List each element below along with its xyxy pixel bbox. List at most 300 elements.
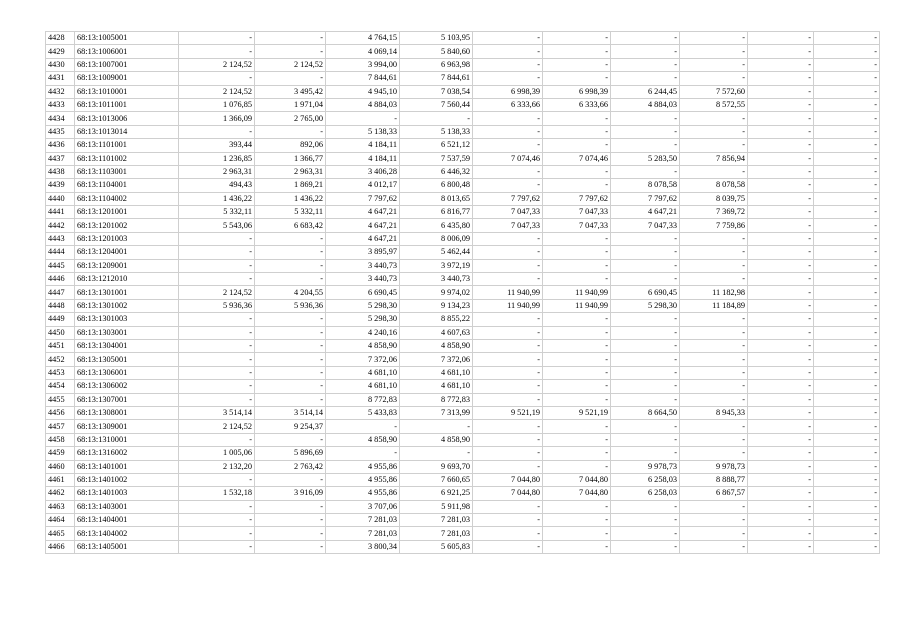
value-cell: - (179, 72, 255, 85)
row-number-cell: 4455 (46, 393, 75, 406)
value-cell: - (255, 500, 326, 513)
row-number-cell: 4450 (46, 326, 75, 339)
row-number-cell: 4454 (46, 380, 75, 393)
table-row (46, 460, 880, 473)
value-cell: - (326, 447, 400, 460)
table-row (46, 500, 880, 513)
value-cell: 7 074,46 (473, 152, 543, 165)
row-number-cell: 4459 (46, 447, 75, 460)
value-cell: 1 366,77 (255, 152, 326, 165)
value-cell: - (400, 447, 473, 460)
value-cell: - (814, 246, 880, 259)
value-cell: - (255, 45, 326, 58)
value-cell: 1 532,18 (179, 487, 255, 500)
value-cell: - (814, 192, 880, 205)
value-cell: 6 998,39 (543, 85, 611, 98)
value-cell: 6 998,39 (473, 85, 543, 98)
value-cell: - (255, 32, 326, 45)
value-cell: - (748, 393, 814, 406)
value-cell: - (543, 420, 611, 433)
cadastral-code-cell: 68:13:1301002 (75, 299, 179, 312)
table-row (46, 139, 880, 152)
cadastral-code-cell: 68:13:1308001 (75, 406, 179, 419)
row-number-cell: 4452 (46, 353, 75, 366)
value-cell: 494,43 (179, 179, 255, 192)
value-cell: 5 911,98 (400, 500, 473, 513)
value-cell: - (473, 58, 543, 71)
cadastral-code-cell: 68:13:1401001 (75, 460, 179, 473)
table-row (46, 232, 880, 245)
cadastral-code-cell: 68:13:1103001 (75, 165, 179, 178)
value-cell: 7 572,60 (680, 85, 748, 98)
value-cell: - (748, 353, 814, 366)
value-cell: - (748, 85, 814, 98)
value-cell: 4 647,21 (326, 232, 400, 245)
value-cell: 7 313,99 (400, 406, 473, 419)
value-cell: 9 254,37 (255, 420, 326, 433)
value-cell: 7 797,62 (611, 192, 680, 205)
value-cell: 4 681,10 (400, 380, 473, 393)
value-cell: - (179, 125, 255, 138)
cadastral-code-cell: 68:13:1306001 (75, 366, 179, 379)
value-cell: 5 138,33 (326, 125, 400, 138)
value-cell: - (473, 380, 543, 393)
value-cell: 4 647,21 (326, 206, 400, 219)
value-cell: - (543, 339, 611, 352)
value-cell: 3 440,73 (400, 273, 473, 286)
value-cell: 4 955,86 (326, 487, 400, 500)
value-cell: 1 436,22 (255, 192, 326, 205)
value-cell: - (255, 232, 326, 245)
value-cell: - (473, 273, 543, 286)
table-row (46, 366, 880, 379)
row-number-cell: 4453 (46, 366, 75, 379)
value-cell: - (543, 527, 611, 540)
value-cell: - (255, 313, 326, 326)
value-cell: - (680, 246, 748, 259)
row-number-cell: 4448 (46, 299, 75, 312)
table-body (46, 32, 880, 554)
value-cell: 7 047,33 (543, 219, 611, 232)
value-cell: - (814, 527, 880, 540)
row-number-cell: 4439 (46, 179, 75, 192)
value-cell: - (543, 353, 611, 366)
value-cell: - (543, 313, 611, 326)
value-cell: 7 856,94 (680, 152, 748, 165)
value-cell: - (473, 447, 543, 460)
value-cell: - (543, 58, 611, 71)
cadastral-code-cell: 68:13:1209001 (75, 259, 179, 272)
value-cell: - (814, 152, 880, 165)
value-cell: 6 800,48 (400, 179, 473, 192)
cadastral-code-cell: 68:13:1204001 (75, 246, 179, 259)
value-cell: 7 047,33 (473, 219, 543, 232)
cadastral-code-cell: 68:13:1304001 (75, 339, 179, 352)
cadastral-code-cell: 68:13:1101002 (75, 152, 179, 165)
value-cell: 7 074,46 (543, 152, 611, 165)
table-row (46, 152, 880, 165)
value-cell: - (748, 487, 814, 500)
value-cell: - (814, 433, 880, 446)
value-cell: - (255, 514, 326, 527)
value-cell: - (611, 125, 680, 138)
value-cell: 2 765,00 (255, 112, 326, 125)
value-cell: 2 124,52 (179, 85, 255, 98)
cadastral-code-cell: 68:13:1005001 (75, 32, 179, 45)
value-cell: - (543, 500, 611, 513)
value-cell: 6 816,77 (400, 206, 473, 219)
value-cell: 8 664,50 (611, 406, 680, 419)
row-number-cell: 4451 (46, 339, 75, 352)
value-cell: 4 955,86 (326, 460, 400, 473)
value-cell: 9 134,23 (400, 299, 473, 312)
value-cell: - (748, 527, 814, 540)
value-cell: 2 124,52 (179, 58, 255, 71)
value-cell: - (179, 259, 255, 272)
value-cell: - (814, 125, 880, 138)
value-cell: 9 693,70 (400, 460, 473, 473)
value-cell: 5 543,06 (179, 219, 255, 232)
value-cell: 8 772,83 (326, 393, 400, 406)
value-cell: - (543, 540, 611, 553)
cadastral-code-cell: 68:13:1404002 (75, 527, 179, 540)
value-cell: 4 012,17 (326, 179, 400, 192)
value-cell: - (748, 32, 814, 45)
value-cell: - (748, 219, 814, 232)
table-row (46, 473, 880, 486)
value-cell: - (543, 514, 611, 527)
value-cell: - (473, 433, 543, 446)
value-cell: - (473, 366, 543, 379)
value-cell: 3 994,00 (326, 58, 400, 71)
value-cell: - (680, 380, 748, 393)
value-cell: 5 936,36 (255, 299, 326, 312)
value-cell: 11 940,99 (543, 286, 611, 299)
value-cell: - (748, 98, 814, 111)
value-cell: - (814, 500, 880, 513)
value-cell: 6 921,25 (400, 487, 473, 500)
value-cell: 3 495,42 (255, 85, 326, 98)
value-cell: - (680, 393, 748, 406)
value-cell: 3 916,09 (255, 487, 326, 500)
value-cell: 6 258,03 (611, 473, 680, 486)
value-cell: 8 039,75 (680, 192, 748, 205)
cadastral-code-cell: 68:13:1010001 (75, 85, 179, 98)
value-cell: - (611, 259, 680, 272)
value-cell: - (255, 527, 326, 540)
table-row (46, 447, 880, 460)
value-cell: - (611, 326, 680, 339)
value-cell: - (680, 259, 748, 272)
row-number-cell: 4445 (46, 259, 75, 272)
value-cell: 8 855,22 (400, 313, 473, 326)
cadastral-code-cell: 68:13:1006001 (75, 45, 179, 58)
value-cell: 3 972,19 (400, 259, 473, 272)
cadastral-code-cell: 68:13:1104002 (75, 192, 179, 205)
value-cell: - (680, 540, 748, 553)
value-cell: - (255, 72, 326, 85)
value-cell: 4 240,16 (326, 326, 400, 339)
cadastral-code-cell: 68:13:1307001 (75, 393, 179, 406)
cadastral-code-cell: 68:13:1309001 (75, 420, 179, 433)
value-cell: - (543, 447, 611, 460)
value-cell: - (748, 299, 814, 312)
value-cell: - (814, 406, 880, 419)
value-cell: 5 298,30 (611, 299, 680, 312)
row-number-cell: 4456 (46, 406, 75, 419)
value-cell: - (680, 139, 748, 152)
value-cell: - (255, 380, 326, 393)
value-cell: - (473, 45, 543, 58)
table-row (46, 72, 880, 85)
value-cell: - (680, 125, 748, 138)
table-row (46, 58, 880, 71)
value-cell: 7 047,33 (611, 219, 680, 232)
value-cell: 5 332,11 (255, 206, 326, 219)
value-cell: 7 797,62 (326, 192, 400, 205)
value-cell: - (543, 433, 611, 446)
table-row (46, 273, 880, 286)
value-cell: - (748, 246, 814, 259)
value-cell: 3 514,14 (255, 406, 326, 419)
table-row (46, 339, 880, 352)
value-cell: - (748, 206, 814, 219)
value-cell: - (680, 232, 748, 245)
value-cell: - (814, 273, 880, 286)
value-cell: - (814, 473, 880, 486)
value-cell: - (473, 339, 543, 352)
row-number-cell: 4440 (46, 192, 75, 205)
value-cell: - (814, 219, 880, 232)
value-cell: 11 940,99 (473, 299, 543, 312)
data-table (45, 31, 880, 554)
value-cell: 7 369,72 (680, 206, 748, 219)
value-cell: 4 858,90 (326, 339, 400, 352)
value-cell: 4 647,21 (611, 206, 680, 219)
value-cell: - (543, 32, 611, 45)
row-number-cell: 4429 (46, 45, 75, 58)
value-cell: - (179, 339, 255, 352)
value-cell: 6 963,98 (400, 58, 473, 71)
value-cell: - (814, 366, 880, 379)
value-cell: - (680, 112, 748, 125)
value-cell: - (473, 32, 543, 45)
value-cell: - (611, 32, 680, 45)
value-cell: - (611, 232, 680, 245)
value-cell: - (179, 326, 255, 339)
table-row (46, 165, 880, 178)
value-cell: - (814, 85, 880, 98)
value-cell: 7 372,06 (326, 353, 400, 366)
value-cell: - (255, 433, 326, 446)
value-cell: - (400, 112, 473, 125)
value-cell: - (179, 380, 255, 393)
value-cell: - (543, 232, 611, 245)
value-cell: - (611, 112, 680, 125)
value-cell: - (179, 232, 255, 245)
value-cell: 4 069,14 (326, 45, 400, 58)
value-cell: 4 681,10 (326, 366, 400, 379)
cadastral-code-cell: 68:13:1009001 (75, 72, 179, 85)
value-cell: 5 840,60 (400, 45, 473, 58)
value-cell: 7 281,03 (326, 514, 400, 527)
value-cell: - (473, 353, 543, 366)
value-cell: - (543, 139, 611, 152)
value-cell: 7 044,80 (473, 487, 543, 500)
value-cell: - (179, 273, 255, 286)
value-cell: - (473, 125, 543, 138)
value-cell: - (611, 72, 680, 85)
value-cell: - (680, 313, 748, 326)
value-cell: - (255, 393, 326, 406)
value-cell: - (611, 165, 680, 178)
value-cell: - (748, 152, 814, 165)
value-cell: 4 184,11 (326, 152, 400, 165)
row-number-cell: 4466 (46, 540, 75, 553)
value-cell: - (326, 112, 400, 125)
value-cell: - (680, 273, 748, 286)
value-cell: - (543, 179, 611, 192)
value-cell: 4 955,86 (326, 473, 400, 486)
cadastral-code-cell: 68:13:1401002 (75, 473, 179, 486)
value-cell: - (543, 393, 611, 406)
table-row (46, 353, 880, 366)
table-row (46, 219, 880, 232)
value-cell: - (748, 125, 814, 138)
table-row (46, 98, 880, 111)
value-cell: 6 690,45 (326, 286, 400, 299)
value-cell: 8 772,83 (400, 393, 473, 406)
cadastral-code-cell: 68:13:1404001 (75, 514, 179, 527)
value-cell: - (255, 473, 326, 486)
row-number-cell: 4433 (46, 98, 75, 111)
cadastral-code-cell: 68:13:1405001 (75, 540, 179, 553)
value-cell: - (611, 58, 680, 71)
value-cell: - (680, 433, 748, 446)
value-cell: - (814, 98, 880, 111)
value-cell: - (611, 45, 680, 58)
value-cell: - (748, 366, 814, 379)
value-cell: - (611, 447, 680, 460)
cadastral-code-cell: 68:13:1201002 (75, 219, 179, 232)
value-cell: 5 433,83 (326, 406, 400, 419)
value-cell: - (326, 420, 400, 433)
value-cell: - (748, 380, 814, 393)
value-cell: - (814, 232, 880, 245)
value-cell: - (611, 339, 680, 352)
value-cell: - (255, 273, 326, 286)
value-cell: - (814, 58, 880, 71)
value-cell: - (748, 273, 814, 286)
value-cell: - (611, 393, 680, 406)
value-cell: - (473, 179, 543, 192)
row-number-cell: 4432 (46, 85, 75, 98)
value-cell: 6 690,45 (611, 286, 680, 299)
value-cell: - (814, 286, 880, 299)
value-cell: - (473, 72, 543, 85)
value-cell: - (748, 420, 814, 433)
value-cell: 2 124,52 (179, 286, 255, 299)
value-cell: 11 940,99 (543, 299, 611, 312)
value-cell: - (748, 433, 814, 446)
value-cell: 7 797,62 (473, 192, 543, 205)
table-row (46, 393, 880, 406)
value-cell: - (255, 366, 326, 379)
value-cell: - (611, 139, 680, 152)
value-cell: 11 184,89 (680, 299, 748, 312)
cadastral-code-cell: 68:13:1011001 (75, 98, 179, 111)
value-cell: 6 521,12 (400, 139, 473, 152)
value-cell: - (611, 380, 680, 393)
value-cell: 393,44 (179, 139, 255, 152)
value-cell: - (680, 514, 748, 527)
table-row (46, 299, 880, 312)
table-row (46, 85, 880, 98)
value-cell: - (814, 139, 880, 152)
cadastral-code-cell: 68:13:1013014 (75, 125, 179, 138)
value-cell: - (179, 32, 255, 45)
value-cell: - (814, 339, 880, 352)
value-cell: - (814, 393, 880, 406)
value-cell: - (255, 540, 326, 553)
table-row (46, 420, 880, 433)
value-cell: - (748, 45, 814, 58)
value-cell: 8 013,65 (400, 192, 473, 205)
row-number-cell: 4462 (46, 487, 75, 500)
value-cell: 4 764,15 (326, 32, 400, 45)
row-number-cell: 4435 (46, 125, 75, 138)
value-cell: - (814, 165, 880, 178)
value-cell: - (680, 420, 748, 433)
value-cell: - (814, 447, 880, 460)
value-cell: - (680, 447, 748, 460)
value-cell: 4 204,55 (255, 286, 326, 299)
value-cell: - (611, 313, 680, 326)
value-cell: 6 333,66 (543, 98, 611, 111)
value-cell: 9 974,02 (400, 286, 473, 299)
value-cell: 8 078,58 (611, 179, 680, 192)
value-cell: - (814, 45, 880, 58)
value-cell: - (680, 72, 748, 85)
value-cell: - (400, 420, 473, 433)
table-row (46, 380, 880, 393)
value-cell: - (543, 45, 611, 58)
value-cell: 8 945,33 (680, 406, 748, 419)
value-cell: 5 936,36 (179, 299, 255, 312)
value-cell: - (473, 246, 543, 259)
cadastral-code-cell: 68:13:1104001 (75, 179, 179, 192)
table-row (46, 112, 880, 125)
row-number-cell: 4441 (46, 206, 75, 219)
cadastral-code-cell: 68:13:1301003 (75, 313, 179, 326)
value-cell: - (473, 514, 543, 527)
table-row (46, 406, 880, 419)
value-cell: - (179, 366, 255, 379)
value-cell: - (611, 433, 680, 446)
value-cell: 5 298,30 (326, 299, 400, 312)
value-cell: - (680, 32, 748, 45)
value-cell: 11 182,98 (680, 286, 748, 299)
value-cell: - (748, 473, 814, 486)
cadastral-code-cell: 68:13:1401003 (75, 487, 179, 500)
table-row (46, 527, 880, 540)
value-cell: - (179, 500, 255, 513)
value-cell: 7 044,80 (543, 473, 611, 486)
value-cell: - (814, 460, 880, 473)
value-cell: 8 006,09 (400, 232, 473, 245)
value-cell: - (255, 339, 326, 352)
value-cell: 6 258,03 (611, 487, 680, 500)
